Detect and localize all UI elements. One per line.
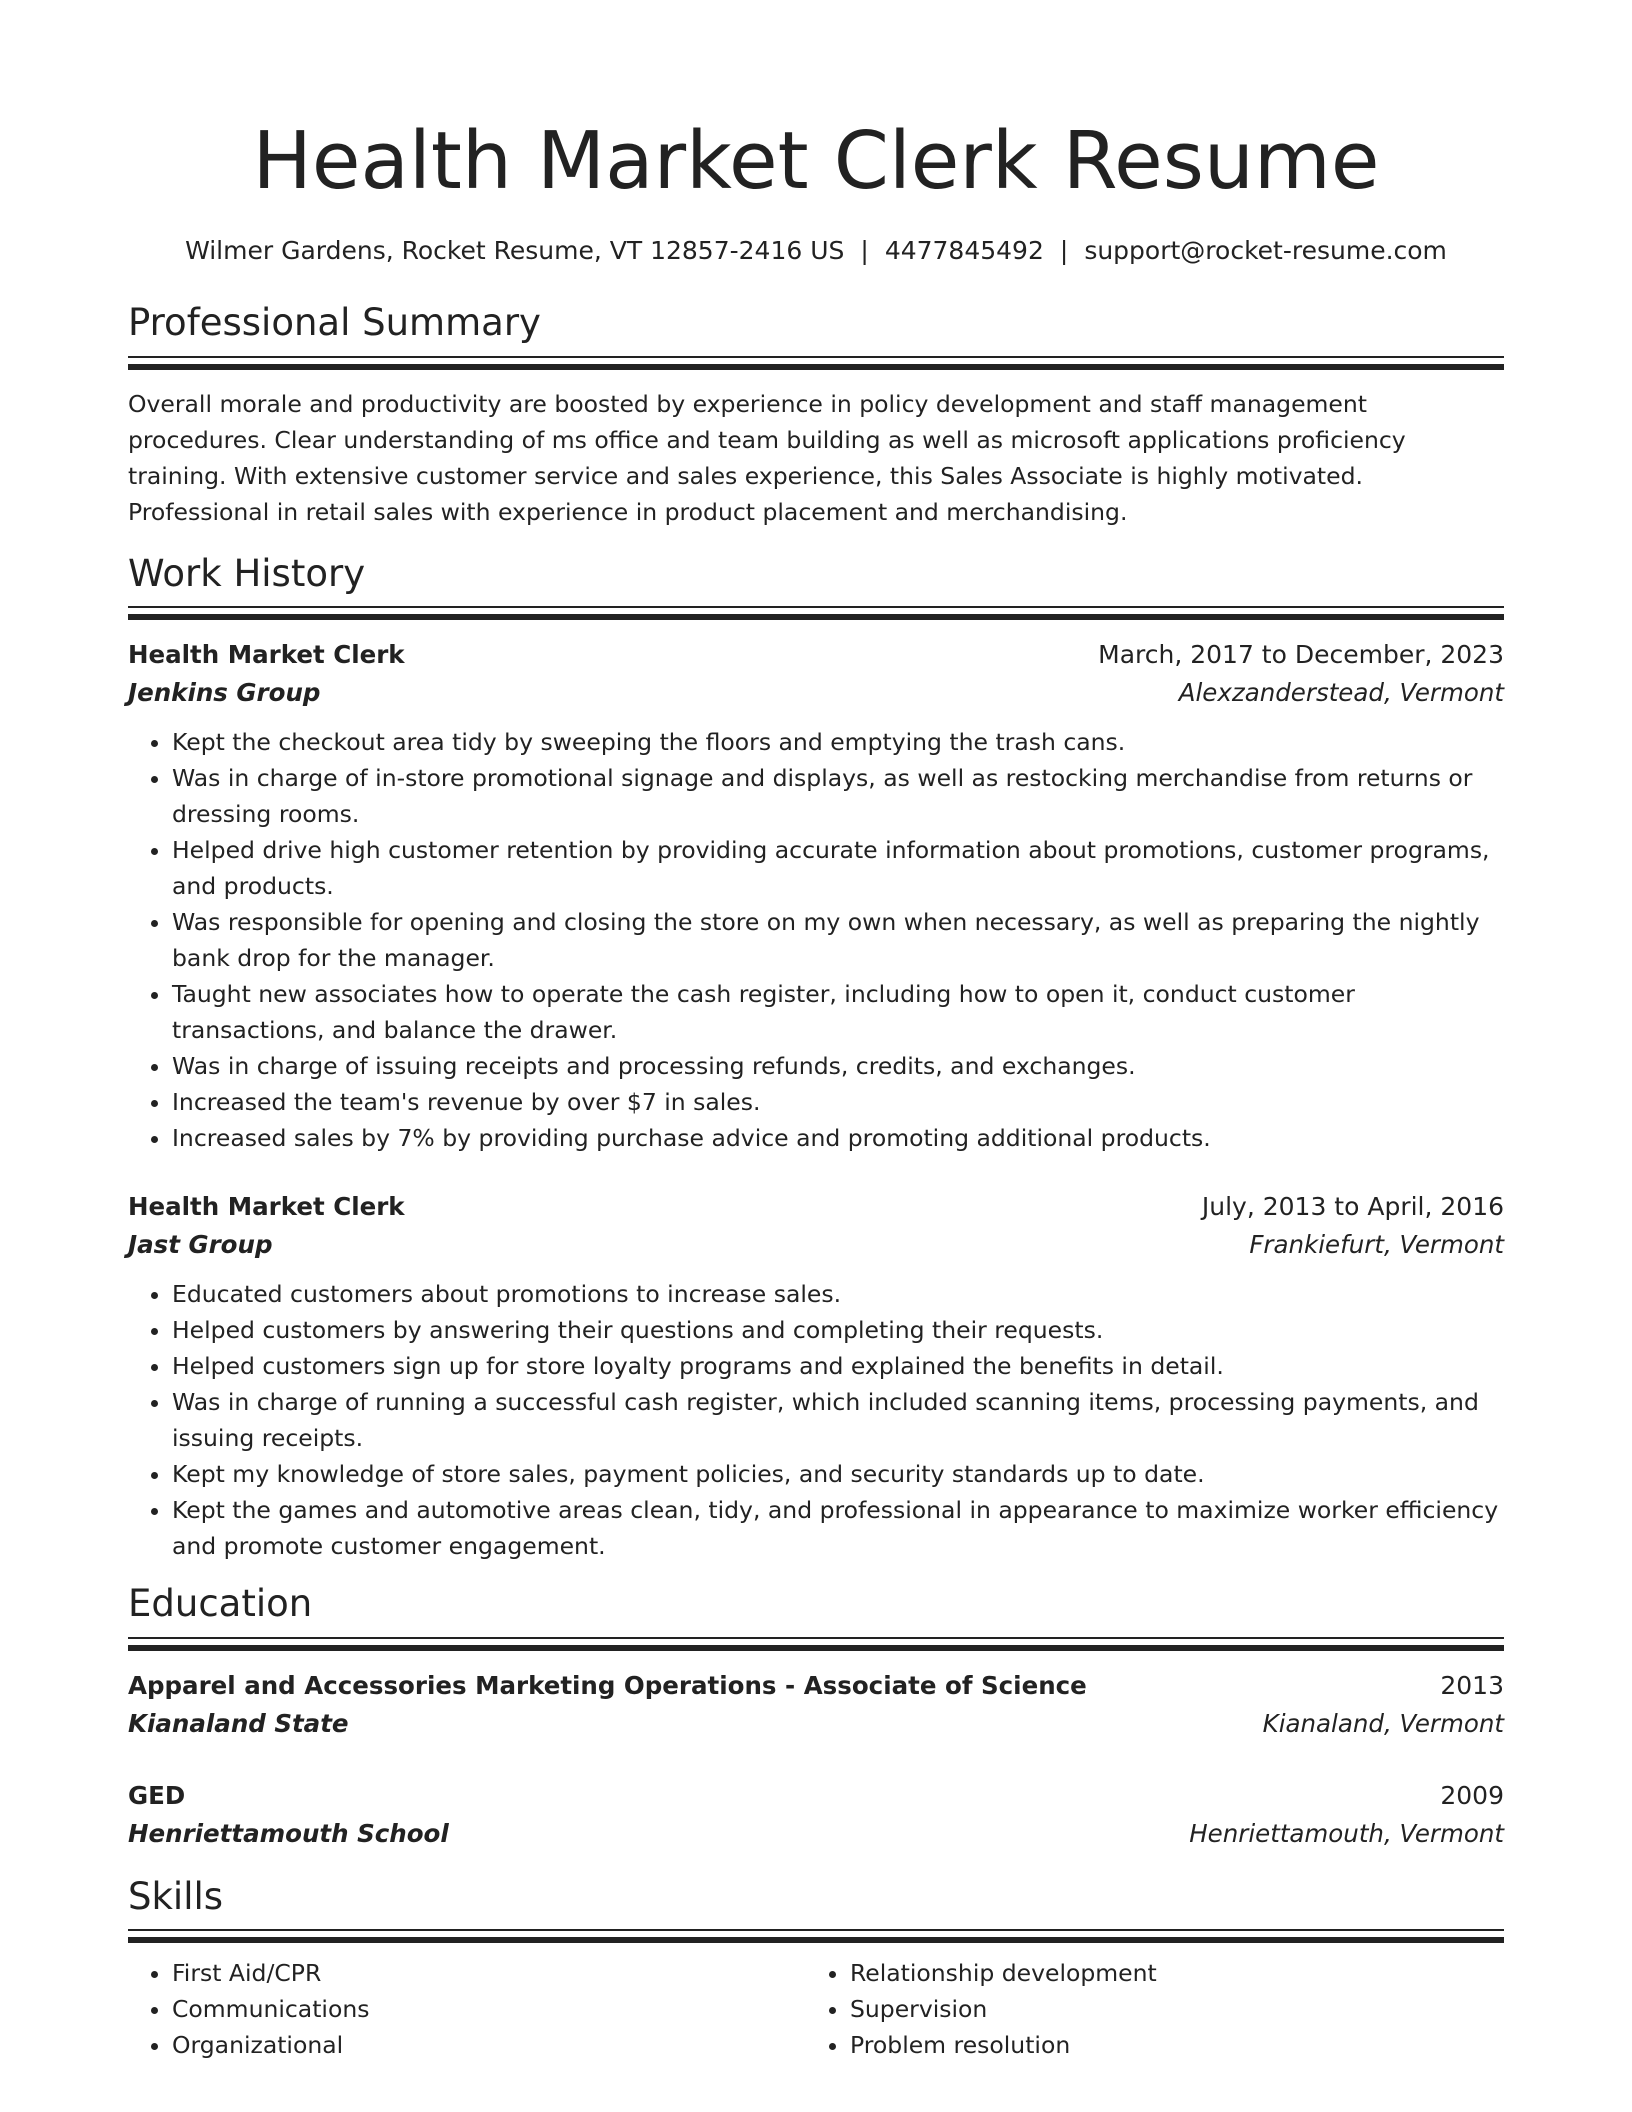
contact-line	[128, 235, 1504, 268]
school-name: Henriettamouth School	[128, 1818, 449, 1848]
section-divider	[128, 606, 1504, 620]
list-item: • Increased the team's revenue by over $7 in sales.	[172, 1084, 1504, 1120]
job-title: Health Market Clerk	[128, 640, 405, 670]
contact-separator: |	[1059, 235, 1069, 265]
list-item: • Kept the checkout area tidy by sweeping the floors and emptying the trash cans.	[172, 724, 1504, 760]
resume-title: Health Market Clerk Resume	[252, 115, 1380, 207]
list-item: • Supervision	[850, 1991, 1484, 2027]
job-location: Frankiefurt, Vermont	[1249, 1230, 1504, 1260]
list-item: • Helped drive high customer retention by providing accurate information about promotions, customer programs, and products.	[172, 832, 1504, 904]
education-entry	[128, 1667, 1504, 1743]
list-item: • Kept the games and automotive areas clean, tidy, and professional in appearance to maximize worker efficiency and promote customer engagement.	[172, 1492, 1504, 1564]
school-location: Henriettamouth, Vermont	[1189, 1818, 1504, 1848]
list-item: • Organizational	[172, 2027, 806, 2063]
list-item: • Was in charge of running a successful cash register, which included scanning items, processing payments, and issuing receipts.	[172, 1384, 1504, 1456]
list-item: • Was in charge of in-store promotional signage and displays, as well as restocking merchandise from returns or dressing rooms.	[172, 760, 1504, 832]
job-title: Health Market Clerk	[128, 1192, 405, 1222]
job-dates: July, 2013 to April, 2016	[1201, 1192, 1504, 1222]
job-bullets	[128, 1276, 1504, 1564]
skills-column-left	[128, 1955, 806, 2063]
job-entry	[128, 636, 1504, 1156]
job-company: Jenkins Group	[128, 678, 321, 708]
summary-heading: Professional Summary	[128, 301, 541, 345]
school-location: Kianaland, Vermont	[1262, 1708, 1504, 1738]
list-item: • Helped customers by answering their questions and completing their requests.	[172, 1312, 1504, 1348]
list-item: • Problem resolution	[850, 2027, 1484, 2063]
list-item: • Taught new associates how to operate the cash register, including how to open it, conduct customer transactions, and balance the drawer.	[172, 976, 1504, 1048]
contact-address: Wilmer Gardens, Rocket Resume, VT 12857-2416 US	[185, 235, 845, 265]
list-item: • Educated customers about promotions to increase sales.	[172, 1276, 1504, 1312]
job-dates: March, 2017 to December, 2023	[1098, 640, 1504, 670]
section-divider	[128, 1929, 1504, 1943]
graduation-year: 2013	[1440, 1670, 1504, 1700]
contact-email: support@rocket-resume.com	[1084, 235, 1447, 265]
section-divider	[128, 1637, 1504, 1651]
education-heading: Education	[128, 1582, 313, 1626]
list-item: • Helped customers sign up for store loyalty programs and explained the benefits in detail.	[172, 1348, 1504, 1384]
education-section	[128, 1582, 1504, 1852]
list-item: • Kept my knowledge of store sales, payment policies, and security standards up to date.	[172, 1456, 1504, 1492]
list-item: • First Aid/CPR	[172, 1955, 806, 1991]
job-company: Jast Group	[128, 1230, 273, 1260]
job-bullets	[128, 724, 1504, 1156]
list-item: • Increased sales by 7% by providing purchase advice and promoting additional products.	[172, 1120, 1504, 1156]
list-item: • Relationship development	[850, 1955, 1484, 1991]
degree-name: Apparel and Accessories Marketing Operations - Associate of Science	[128, 1670, 1087, 1700]
contact-phone: 4477845492	[884, 235, 1044, 265]
work-history-section	[128, 552, 1504, 1564]
job-location: Alexzanderstead, Vermont	[1178, 678, 1504, 708]
degree-name: GED	[128, 1780, 186, 1810]
resume-page	[128, 115, 1504, 2063]
graduation-year: 2009	[1440, 1780, 1504, 1810]
summary-section	[128, 301, 1504, 529]
education-entry	[128, 1777, 1504, 1853]
skills-section	[128, 1875, 1504, 2063]
contact-separator: |	[860, 235, 869, 265]
summary-text: Overall morale and productivity are boosted by experience in policy development and staff management procedures. Clear understanding of ms office and team building as well as microsoft applications proficiency training. With extensive customer service and sales experience, this Sales Associate is highly motivated. Professional in retail sales with experience in product placement and merchandising.	[128, 389, 1406, 526]
list-item: • Communications	[172, 1991, 806, 2027]
list-item: • Was responsible for opening and closing the store on my own when necessary, as well as preparing the nightly bank drop for the manager.	[172, 904, 1504, 976]
skills-heading: Skills	[128, 1874, 224, 1918]
skills-column-right	[806, 1955, 1484, 2063]
work-history-heading: Work History	[128, 551, 366, 595]
section-divider	[128, 356, 1504, 370]
skills-list	[128, 1955, 1504, 2063]
school-name: Kianaland State	[128, 1708, 349, 1738]
job-entry	[128, 1188, 1504, 1564]
list-item: • Was in charge of issuing receipts and processing refunds, credits, and exchanges.	[172, 1048, 1504, 1084]
